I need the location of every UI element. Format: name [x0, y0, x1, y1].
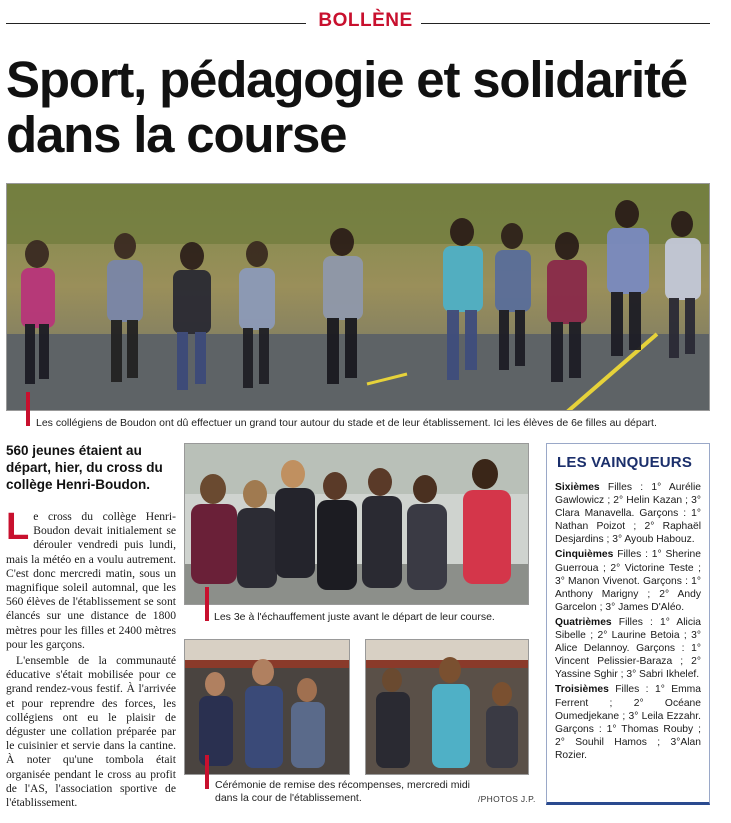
photo-credit: /PHOTOS J.P.: [478, 794, 536, 804]
winners-level: Cinquièmes: [555, 549, 614, 561]
ceremony-photo-left-image: [185, 640, 350, 775]
winners-box: [546, 443, 710, 805]
winners-level: Sixièmes: [555, 482, 600, 493]
winners-text: Filles : 1° Emma Ferrent ; 2° Océane Oumedjekane ; 3° Leila Ezzahr. Garçons : 1° Thomas Rouby ; 2° Souhil Hamos ; 3°Alan Rozier.: [555, 684, 701, 761]
main-photo: [6, 183, 710, 411]
article-lead: 560 jeunes étaient au départ, hier, du cross du collège Henri-Boudon.: [6, 443, 163, 492]
paragraph-1-text: e cross du collège Henri-Boudon devait initialement se dérouler vendredi puis lundi, mais la météo en a voulu autrement. C'est donc mercredi matin, sous un magnifique soleil automnal, que les 560 élèves de l'établissement se sont élancés sur une distance de 1800 mètres pour les filles et 2400 mètres pour les garçons.: [6, 510, 176, 651]
drop-cap: L: [6, 506, 30, 548]
ceremony-photos-caption: Cérémonie de remise des récompenses, mercredi midi dans la cour de l'établissement.: [215, 779, 471, 804]
winners-title: LES VAINQUEURS: [557, 454, 693, 471]
winners-entry-cinquiemes: [555, 548, 701, 613]
article-body-paragraph-2: [6, 654, 176, 810]
warmup-photo: [184, 443, 529, 605]
warmup-photo-image: [185, 444, 529, 605]
winners-text: Filles : 1° Sherine Guerroua ; 2° Victorine Teste ; 3° Manon Vivenot. Garçons : 1° Anthony Marigny ; 2° Andy Garcelon ; 3° James D'Aléo.: [555, 549, 701, 613]
warmup-photo-caption: Les 3e à l'échauffement juste avant le départ de leur course.: [214, 611, 495, 623]
kicker-text: BOLLÈNE: [310, 10, 420, 31]
winners-level: Quatrièmes: [555, 616, 612, 628]
ceremony-caption-marker: [205, 755, 209, 789]
main-photo-caption: Les collégiens de Boudon ont dû effectuer un grand tour autour du stade et de leur établissement. Ici les élèves de 6e filles au départ.: [36, 417, 657, 429]
winners-level: Troisièmes: [555, 684, 609, 696]
winners-entry-quatriemes: [555, 616, 701, 681]
main-caption-marker: [26, 392, 30, 426]
winners-entry-troisiemes: [555, 683, 701, 762]
warmup-caption-marker: [205, 587, 209, 621]
winners-entry-sixiemes: [555, 481, 701, 546]
winners-text: Filles : 1° Alicia Sibelle ; 2° Laurine Betoia ; 3° Alice Delannoy. Garçons : 1° Vincent Pelissier-Baraza ; 2° Yassine Sghir ; 3° Sabri Ikhelef.: [555, 616, 701, 681]
article-headline: Sport, pédagogie et solidarité dans la course: [6, 51, 687, 163]
section-kicker: [0, 10, 731, 32]
winners-text: Filles : 1° Aurélie Gawlowicz ; 2° Helin Kazan ; 3° Clara Manavella. Garçons : 1° Nathan Poizot ; 2° Raphaël Desjardins ; 3° Ayoub Habouz.: [555, 482, 701, 546]
ceremony-photo-right: [365, 639, 529, 775]
main-photo-image: [7, 184, 710, 411]
article-body-paragraph-1: [6, 506, 176, 652]
ceremony-photo-right-image: [366, 640, 529, 775]
paragraph-2-text: L'ensemble de la communauté éducative s'était mobilisée pour ce grand rendez-vous festif. À l'arrivée et pour reprendre des forces, les collégiens ont eu le plaisir de déguster une collation préparée par le cuisinier et servie dans la cantine. À noter qu'une tombola était organisée pendant le cross au profit de l'AS, l'association sportive de l'établissement.: [6, 654, 176, 810]
